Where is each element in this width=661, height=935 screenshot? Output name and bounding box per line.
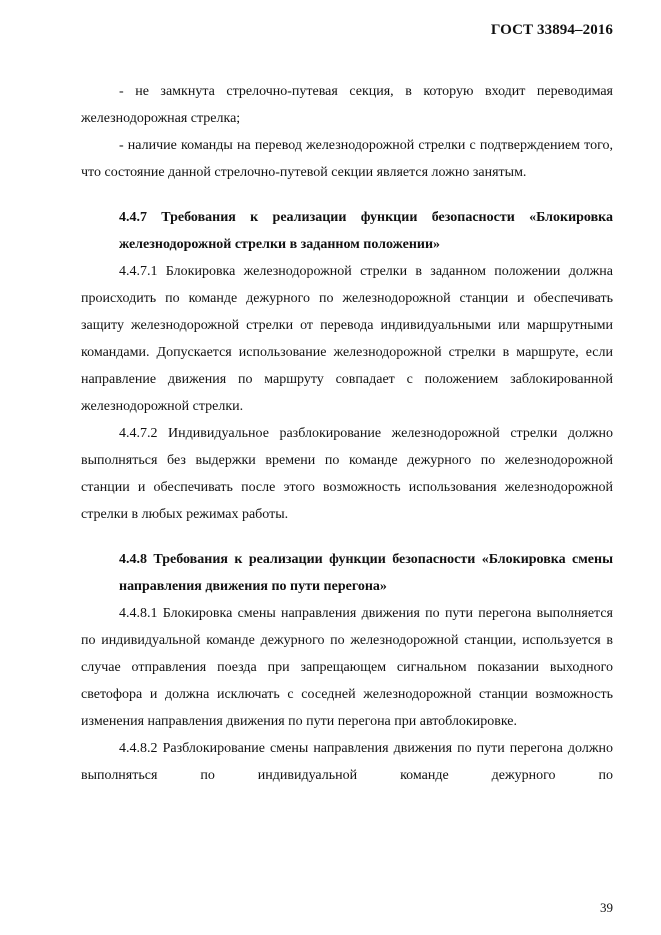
page-number: 39 xyxy=(600,900,613,915)
document-code: ГОСТ 33894–2016 xyxy=(490,22,613,38)
list-item-section-not-closed: - не замкнута стрелочно-путевая секция, в которую входит переводимая железнодорожная стрелка; xyxy=(81,84,613,126)
paragraph-4-4-8-2: 4.4.8.2 Разблокирование смены направления движения по пути перегона должно выполняться по индивидуальной команде дежурного по xyxy=(81,741,613,783)
paragraph-4-4-7-1: 4.4.7.1 Блокировка железнодорожной стрелки в заданном положении должна происходить по команде дежурного по железнодорожной станции и обеспечивать защиту железнодорожной стрелки от перевода индивидуальными или маршрутными командами. Допускается использование железнодорожной стрелки в маршруте, если направление движения по маршруту совпадает с положением заблокированной железнодорожной стрелки. xyxy=(81,264,613,414)
document-body xyxy=(81,78,613,789)
list-item-command-present: - наличие команды на перевод железнодорожной стрелки с подтверждением того, что состояние данной стрелочно-путевой секции является ложно занятым. xyxy=(81,138,613,180)
section-heading-4-4-8: 4.4.8 Требования к реализации функции безопасности «Блокировка смены направления движения по пути перегона» xyxy=(119,552,613,594)
paragraph-4-4-8-1: 4.4.8.1 Блокировка смены направления движения по пути перегона выполняется по индивидуальной команде дежурного по железнодорожной станции, используется в случае отправления поезда при запрещающем сигнальном показании выходного светофора и должна исключать с соседней железнодорожной станции возможность изменения направления движения по пути перегона при автоблокировке. xyxy=(81,606,613,729)
section-heading-4-4-7: 4.4.7 Требования к реализации функции безопасности «Блокировка железнодорожной стрелки в заданном положении» xyxy=(119,210,613,252)
paragraph-4-4-7-2: 4.4.7.2 Индивидуальное разблокирование железнодорожной стрелки должно выполняться без выдержки времени по команде дежурного по железнодорожной станции и обеспечивать после этого возможность использования железнодорожной стрелки в любых режимах работы. xyxy=(81,426,613,522)
